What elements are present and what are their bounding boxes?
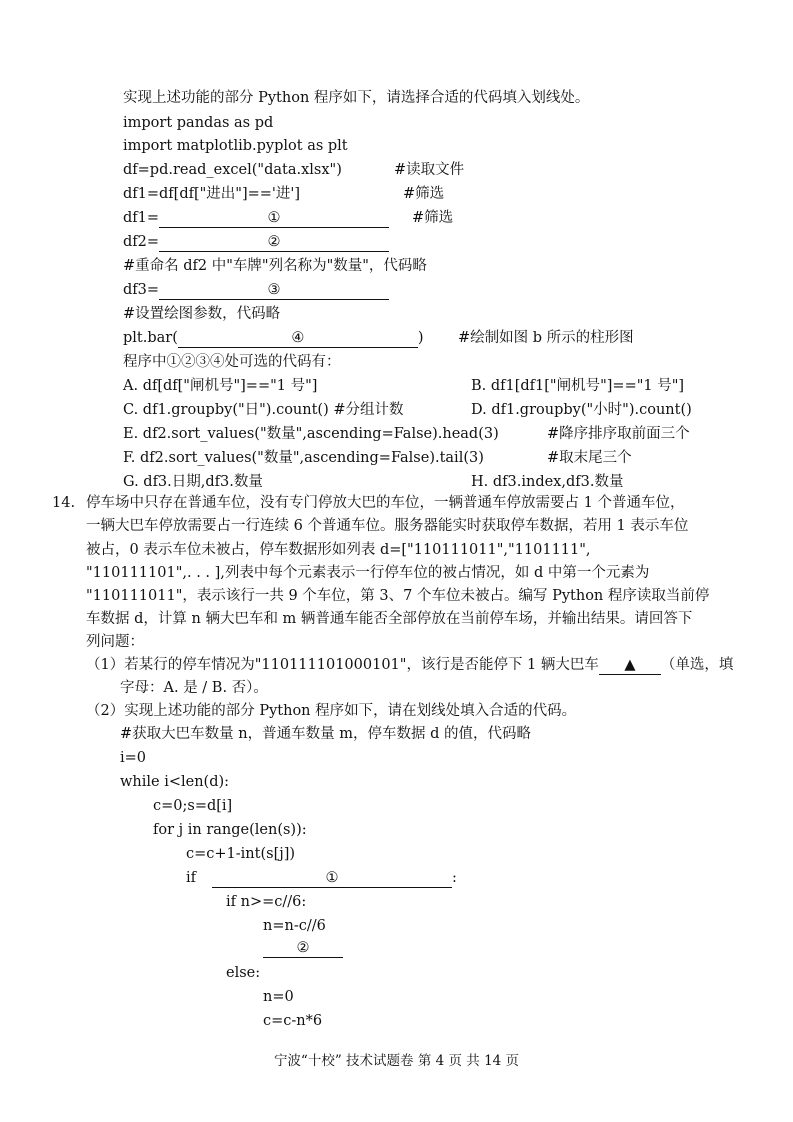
page-footer: 宁波“十校” 技术试题卷 第 4 页 共 14 页 xyxy=(273,1053,520,1069)
option-b: B. df1[df1["闸机号"]=="1 号"] xyxy=(471,378,685,394)
option-d: D. df1.groupby("小时").count() xyxy=(471,402,692,418)
code2-i-init: i=0 xyxy=(120,750,147,766)
option-g: G. df3.日期,df3.数量 xyxy=(123,474,263,490)
sub1-text: （1）若某行的停车情况为"110111101000101"，该行是否能停下 1 辆大巴车 xyxy=(86,657,599,673)
code2-c-update: c=c+1-int(s[j]) xyxy=(186,846,296,862)
option-a: A. df[df["闸机号"]=="1 号"] xyxy=(123,378,318,394)
code-read-excel: df=pd.read_excel("data.xlsx") xyxy=(123,162,342,178)
blank-3[interactable]: ③ xyxy=(159,281,389,300)
q14-stem-line-6: 车数据 d，计算 n 辆大巴车和 m 辆普通车能否全部停放在当前停车场，并输出结果。请回答下 xyxy=(86,611,693,627)
bar-prefix: plt.bar( xyxy=(123,330,178,346)
code-df2-line xyxy=(123,232,389,252)
q14-sub2: （2）实现上述功能的部分 Python 程序如下，请在划线处填入合适的代码。 xyxy=(86,703,577,719)
code2-while: while i<len(d): xyxy=(120,774,230,790)
option-h: H. df3.index,df3.数量 xyxy=(471,474,624,490)
q14-stem-line-5: "110111011"，表示该行一共 9 个车位，第 3、7 个车位未被占。编写 Python 程序读取当前停 xyxy=(86,588,710,604)
code2-n-update: n=n-c//6 xyxy=(263,918,326,934)
blank-1[interactable]: ① xyxy=(159,209,389,228)
bar-comment: #绘制如图 b 所示的柱形图 xyxy=(458,330,634,346)
code2-c-init: c=0;s=d[i] xyxy=(153,798,233,814)
blank-2[interactable]: ② xyxy=(159,233,389,252)
code-df3-line xyxy=(123,280,389,300)
options-intro: 程序中①②③④处可选的代码有： xyxy=(123,354,341,370)
rename-comment: #重命名 df2 中"车牌"列名称为"数量"，代码略 xyxy=(123,258,427,274)
if-prefix: if xyxy=(186,870,197,886)
code2-blank-2[interactable]: ② xyxy=(263,939,343,958)
q14-stem-line-4: "110111101",. . . ],列表中每个元素表示一行停车位的被占情况，如 d 中第一个元素为 xyxy=(86,565,650,581)
code2-blank-2-line xyxy=(263,938,343,958)
q14-stem-line-7: 列问题： xyxy=(86,634,144,650)
code2-if-n: if n>=c//6: xyxy=(226,894,307,910)
df3-prefix: df3= xyxy=(123,282,160,298)
sub1-tail: （单选，填 xyxy=(660,657,734,673)
df1-comment: #筛选 xyxy=(412,210,454,226)
if-suffix: : xyxy=(452,870,457,886)
plot-params-comment: #设置绘图参数，代码略 xyxy=(123,306,281,322)
code-filter-line: df1=df[df["进出"]=='进'] xyxy=(123,186,301,202)
code2-comment: #获取大巴车数量 n，普通车数量 m，停车数据 d 的值，代码略 xyxy=(120,726,531,742)
code-read-comment: #读取文件 xyxy=(394,162,465,178)
code-import-pandas: import pandas as pd xyxy=(123,115,274,131)
df1-prefix: df1= xyxy=(123,210,160,226)
option-f: F. df2.sort_values("数量",ascending=False).tail(3) xyxy=(123,450,484,466)
code-import-plt: import matplotlib.pyplot as plt xyxy=(123,138,348,154)
option-e-comment: #降序排序取前面三个 xyxy=(547,426,690,442)
df2-prefix: df2= xyxy=(123,234,160,250)
code2-for: for j in range(len(s)): xyxy=(153,822,307,838)
code2-c-update-2: c=c-n*6 xyxy=(263,1013,323,1029)
q14-sub1-line-2: 字母：A. 是 / B. 否）。 xyxy=(120,680,268,696)
code2-else: else: xyxy=(226,965,261,981)
q14-stem-line-2: 一辆大巴车停放需要占一行连续 6 个普通车位。服务器能实时获取停车数据，若用 1 表示车位 xyxy=(86,518,689,534)
code-bar-line xyxy=(123,328,424,348)
code2-blank-1[interactable]: ① xyxy=(212,869,452,888)
sub1-answer-blank[interactable]: ▲ xyxy=(599,656,661,675)
option-e: E. df2.sort_values("数量",ascending=False).head(3) xyxy=(123,426,499,442)
bar-suffix: ) xyxy=(417,330,424,346)
intro-text: 实现上述功能的部分 Python 程序如下，请选择合适的代码填入划线处。 xyxy=(123,90,590,106)
q14-stem-line-1: 停车场中只存在普通车位，没有专门停放大巴的车位，一辆普通车停放需要占 1 个普通车位， xyxy=(86,495,685,511)
q14-stem-line-3: 被占，0 表示车位未被占，停车数据形如列表 d=["110111011","1101111", xyxy=(86,542,591,558)
option-c: C. df1.groupby("日").count() #分组计数 xyxy=(123,402,404,418)
code2-if-line xyxy=(186,868,457,888)
option-f-comment: #取末尾三个 xyxy=(547,450,632,466)
code2-n-zero: n=0 xyxy=(263,989,294,1005)
q14-number: 14. xyxy=(52,495,76,511)
q14-sub1-line xyxy=(86,655,733,675)
code-filter-comment: #筛选 xyxy=(403,186,445,202)
code-df1-line xyxy=(123,208,389,228)
blank-4[interactable]: ④ xyxy=(178,329,418,348)
